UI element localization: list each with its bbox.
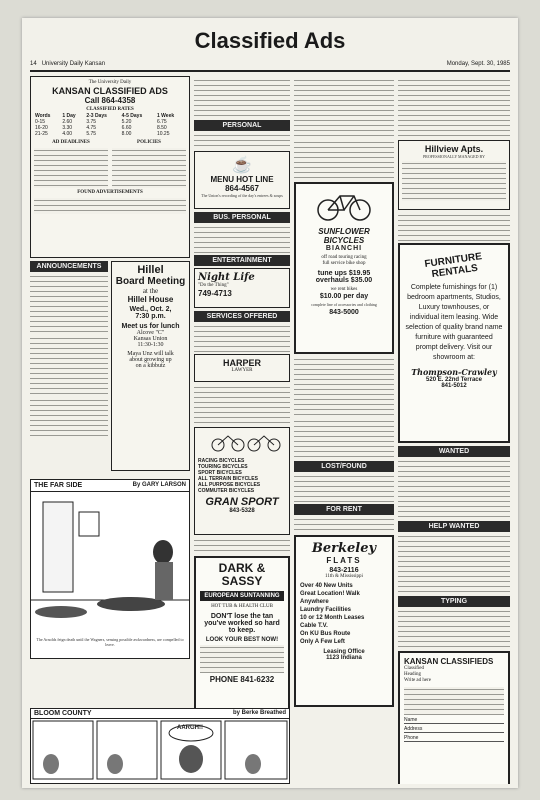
column-3 [294,76,394,784]
typing-header: TYPING [398,596,510,607]
harper-name: HARPER [222,358,261,368]
order-form-phone-field[interactable] [404,735,504,742]
far-side-author: By GARY LARSON [132,482,186,488]
rates-col-header: 4-5 Days [121,113,143,119]
sunflower-tuneups: tune ups $19.95 [317,270,371,277]
table-row [34,131,186,137]
column-4 [398,76,510,784]
for-rent-header: FOR RENT [294,504,394,515]
policies-heading: POLICIES [137,140,161,145]
sunflower-phone: 843-5000 [329,309,359,316]
phone-label: Phone [404,735,419,741]
table-cell: 6.75 [156,119,167,125]
bloom-author: by Berke Breathed [232,710,286,716]
menu-hotline-title: MENU HOT LINE [210,175,274,184]
bloom-panels [31,719,289,781]
furniture-title: FURNITURE RENTALS [423,251,483,281]
wanted-header: WANTED [398,446,510,457]
hillel-union: Kansas Union [133,336,168,342]
hillel-footer-2: about growing up [129,357,172,363]
dark-sassy-cta: LOOK YOUR BEST NOW! [205,637,279,643]
text-lines [294,78,394,138]
personal-header: PERSONAL [194,120,290,131]
found-ads-heading: FOUND ADVERTISEMENTS [77,190,143,195]
dark-sassy-slogan: DON'T lose the tan you've worked so hard to keep. [204,613,280,634]
services-header: SERVICES OFFERED [194,311,290,322]
deadlines-block [34,140,108,190]
hillview-apts-ad [398,140,510,210]
far-side-titlebar [31,480,189,492]
text-lines [30,398,108,438]
text-lines [398,78,510,138]
text-lines [194,385,290,425]
harper-title: LAWYER [231,368,253,373]
column-1 [30,76,190,784]
text-lines [200,645,284,673]
table-cell: 10.25 [156,131,170,137]
text-lines [34,198,186,214]
berkeley-sub: FLATS [326,556,362,565]
bloom-title: BLOOM COUNTY [34,710,92,717]
order-form-address-field[interactable] [404,726,504,733]
far-side-comic [30,479,190,659]
bus-personal-header: BUS. PERSONAL [194,212,290,223]
order-form-label: Write ad here [404,678,432,683]
berkeley-address: 11th & Mississippi [325,574,363,579]
bicycle-icon [314,188,374,222]
dark-sassy-title: DARK & SASSY [218,561,266,588]
table-cell: 16-20 [35,125,48,131]
hillel-at: at the [142,287,159,295]
far-side-title: THE FAR SIDE [34,482,83,489]
hillel-event: Board Meeting [115,276,186,287]
rates-info [34,140,186,190]
deadlines-heading: AD DEADLINES [52,140,90,145]
help-wanted-header: HELP WANTED [398,521,510,532]
text-lines [30,336,108,396]
sunflower-bicycles-ad [294,182,394,354]
table-cell: 8.50 [156,125,167,131]
text-lines [398,609,510,649]
address-label: Address [404,726,423,732]
table-cell: 5.20 [121,119,132,125]
hillel-venue: Hillel House [127,295,174,304]
sunflower-rent: we rent bikes [330,287,358,292]
hillel-footer-3: on a kibbutz [135,363,166,369]
order-form-title: KANSAN CLASSIFIEDS [404,657,494,666]
masthead [30,24,510,72]
table-cell: 3.75 [86,119,97,125]
table-cell: 3.30 [62,125,73,131]
text-lines [294,419,394,459]
section-title: Classified Ads [194,28,346,53]
hillel-time: 7:30 p.m. [135,313,166,320]
text-lines [294,140,394,180]
rates-box [30,76,190,258]
masthead-left [30,61,105,67]
hillel-lunch-time: 11:30-1:30 [137,342,164,348]
table-cell: 0-15 [35,119,46,125]
rates-kicker: The University Daily [88,80,132,85]
hillel-ad [111,261,190,471]
gran-sport-line: RACING BICYCLES [198,458,245,464]
furniture-body: Complete furnishings for (1) bedroom apartments, Studios, Luxury townhouses, or individual item leasing. Wide selection of quality brand name furniture with guaranteed prompt delivery. Visit our showroom at: [405,284,503,361]
hillview-sub: PROFESSIONALLY MANAGED BY [422,154,486,159]
rates-title: KANSAN CLASSIFIED ADS [52,86,168,96]
sunflower-offer-2: full service bike shop [322,261,366,266]
text-lines [398,213,510,241]
harper-lawyer-ad [194,354,290,382]
table-cell: 21-25 [35,131,48,137]
menu-hotline-phone: 864-4567 [225,184,259,193]
menu-hotline-ad [194,151,290,209]
text-lines [294,517,394,533]
sunflower-offer: off road touring racing [321,255,367,260]
sunflower-brand: BIANCHI [325,245,363,252]
bloom-bubble: AARGH!! [177,725,203,731]
order-form-lines[interactable] [404,687,504,715]
order-form-label: Classified [404,666,424,671]
text-lines [194,324,290,352]
berkeley-office: Leasing Office [323,649,365,655]
page-number: 14 [30,61,37,67]
gran-sport-phone: 843-5328 [229,508,255,514]
rates-col-header: 2-3 Days [86,113,107,119]
hillview-name: Hillview Apts. [424,144,484,154]
berkeley-bullet: On KU Bus Route [300,631,351,637]
chef-icon: ☕ [232,157,252,174]
announcements-column [30,261,108,479]
text-lines [30,274,108,334]
furniture-phone: 841-5012 [441,383,467,389]
order-form-name-field[interactable] [404,717,504,724]
text-lines [398,459,510,519]
table-cell: 8.00 [121,131,132,137]
rates-phone: Call 864-4358 [84,96,136,105]
rates-col-header: 1 Week [156,113,175,119]
sunflower-access: complete line of accessories and clothing [311,302,377,307]
dark-sassy-phone: PHONE 841-6232 [209,675,275,684]
table-cell: 6.60 [121,125,132,131]
rates-col-header: 1 Day [62,113,76,119]
hillel-org: Hillel [137,264,164,276]
dark-sassy-ad [194,556,290,732]
gran-sport-line: SPORT BICYCLES [198,470,242,476]
sunflower-name: SUNFLOWER BICYCLES [318,227,370,245]
announcement-row [30,261,190,479]
text-lines [194,225,290,253]
rates-heading: CLASSIFIED RATES [86,107,134,112]
bicycle-icon [198,431,286,453]
column-2 [194,76,290,784]
berkeley-bullet: 10 or 12 Month Leases [300,615,365,621]
hillel-date: Wed., Oct. 2, [129,306,172,313]
lost-found-header: LOST/FOUND [294,461,394,472]
bloom-county-comic [30,708,290,784]
table-cell: 2.60 [62,119,73,125]
berkeley-bullet: Over 40 New Units [300,583,353,589]
dark-sassy-brand: EUROPEAN SUNTANNING [200,591,284,601]
gran-sport-line: ALL TERRAIN BICYCLES [198,476,258,482]
furniture-brand: Thompson-Crawley [411,367,497,377]
berkeley-name: Berkeley [311,541,377,556]
berkeley-flats-ad [294,535,394,707]
night-life-phone: 749-4713 [198,289,232,298]
night-life-tag: "Do the Thing" [198,283,229,288]
text-lines [294,357,394,417]
rates-table [34,113,186,137]
entertainment-header: ENTERTAINMENT [194,255,290,266]
night-life-ad [194,268,290,308]
menu-hotline-tag: The Union's recording of the day's entrees & soups [201,193,283,198]
table-cell: 4.75 [86,125,97,131]
dark-sassy-sub: HOT TUB & HEALTH CLUB [211,604,273,609]
text-lines [194,78,290,118]
text-lines [194,133,290,149]
berkeley-phone: 843-2116 [329,567,359,574]
gran-sport-line: ALL PURPOSE BICYCLES [198,482,261,488]
gran-sport-line: TOURING BICYCLES [198,464,248,470]
paper-name: University Daily Kansan [41,61,106,67]
berkeley-office-address: 1123 Indiana [326,655,362,661]
far-side-caption: The Arnolds feign death until the Wagners, sensing possible awkwardness, are compelled to leave. [36,637,184,647]
furniture-address: 520 E. 22nd Terrace [426,377,482,383]
sunflower-overhauls: overhauls $35.00 [315,277,373,284]
announcements-header: ANNOUNCEMENTS [30,261,108,272]
gran-sport-ad [194,427,290,535]
rates-col-header: Words [35,113,51,119]
policies-block [112,140,186,190]
order-form-label: Heading [404,672,421,677]
newspaper-page [22,18,518,788]
text-lines [112,148,186,188]
sunflower-deposit: $10.00 per day [319,293,369,300]
berkeley-bullet: Great Location! Walk Anywhere [300,591,360,605]
furniture-rentals-ad [398,243,510,443]
gran-sport-line: COMMUTER BICYCLES [198,488,255,494]
far-side-drawing [31,492,189,632]
hillel-meet: Meet us for lunch [121,323,180,330]
text-lines [402,161,506,201]
table-cell: 5.75 [86,131,97,137]
bloom-titlebar [31,709,289,719]
berkeley-bullet: Only A Few Left [300,639,345,645]
table-cell: 4.00 [62,131,73,137]
berkeley-bullet: Laundry Facilities [300,607,352,613]
hillel-footer-1: Maya Unz will talk [127,351,174,357]
name-label: Name [404,717,418,723]
issue-date: Monday, Sept. 30, 1985 [446,61,510,67]
text-lines [294,474,394,502]
gran-sport-brand: GRAN SPORT [205,496,279,508]
night-life-title: Night Life [198,272,255,283]
hillel-alcove: Alcove "C" [136,330,165,336]
text-lines [194,538,290,554]
text-lines [398,534,510,594]
order-form [398,651,510,784]
text-lines [34,148,108,188]
berkeley-bullet: Cable T.V. [300,623,328,629]
